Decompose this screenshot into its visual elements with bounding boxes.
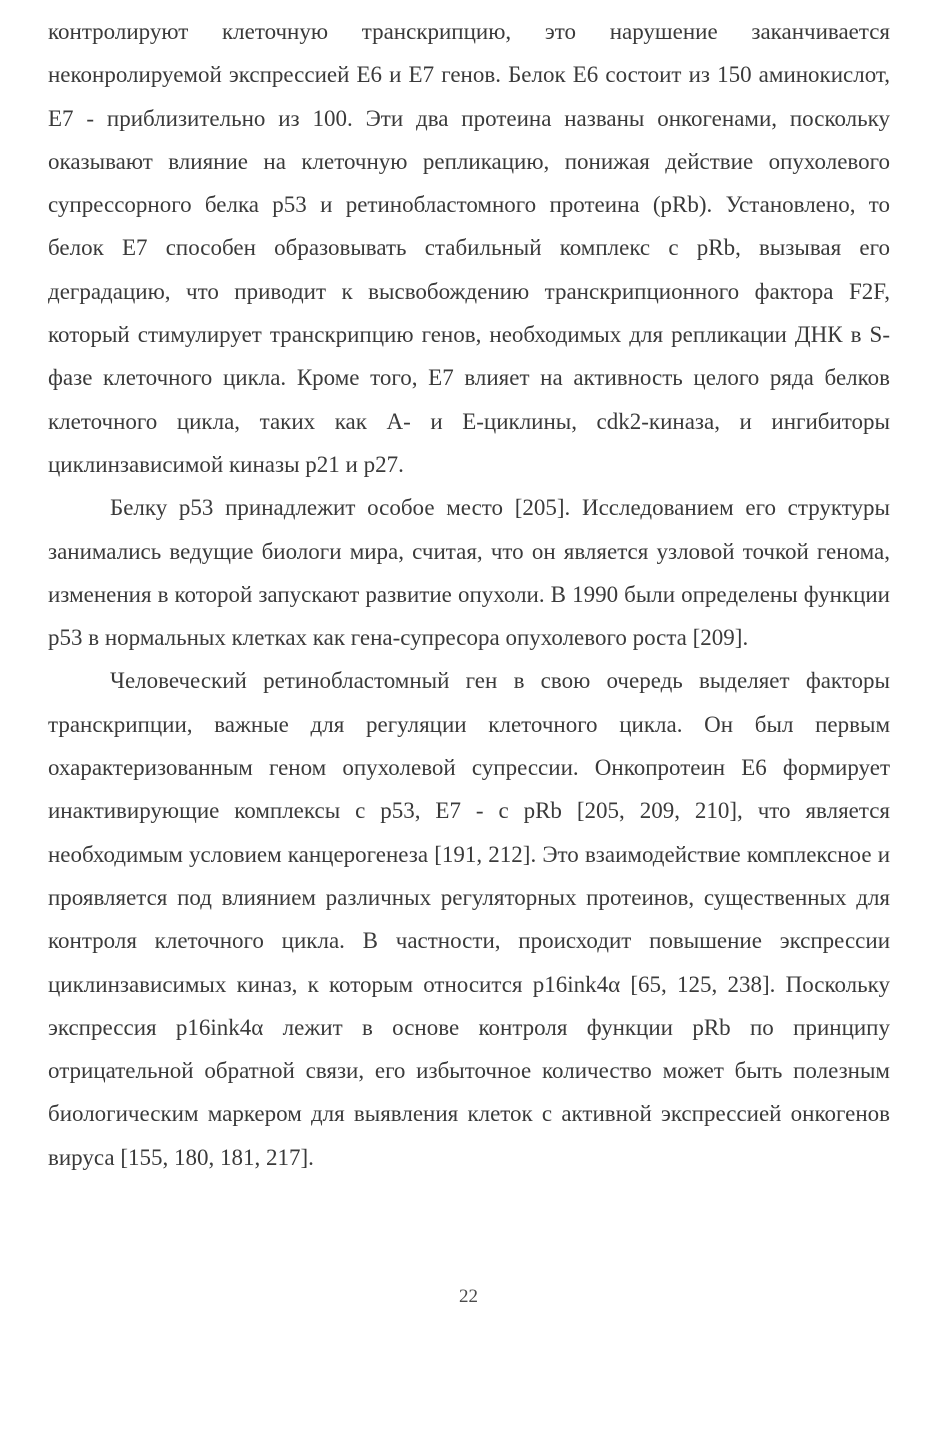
page-body (48, 10, 890, 1179)
paragraph-retinoblastoma: Человеческий ретинобластомный ген в свою очередь выделяет факторы транскрипции, важные для регуляции клеточного цикла. Он был первым охарактеризованным геном опухолевой супрессии. Онкопротеин Е6 формирует инактивирующие комплексы с р53, Е7 - с pRb [205, 209, 210], что является необходимым условием канцерогенеза [191, 212]. Это взаимодействие комплексное и проявляется под влиянием различных регуляторных протеинов, существенных для контроля клеточного цикла. В частности, происходит повышение экспрессии циклинзависимых киназ, к которым относится p16ink4α [65, 125, 238]. Поскольку экспрессия p16ink4α лежит в основе контроля функции pRb по принципу отрицательной обратной связи, его избыточное количество может быть полезным биологическим маркером для выявления клеток с активной экспрессией онкогенов вируса [155, 180, 181, 217]. (48, 668, 890, 1170)
paragraph-continuation: контролируют клеточную транскрипцию, это нарушение заканчивается неконролируемой экспрессией Е6 и Е7 генов. Белок Е6 состоит из 150 аминокислот, Е7 - приблизительно из 100. Эти два протеина названы онкогенами, поскольку оказывают влияние на клеточную репликацию, понижая действие опухолевого супрессорного белка р53 и ретинобластомного протеина (pRb). Установлено, то белок Е7 способен образовывать стабильный комплекс с pRb, вызывая его деградацию, что приводит к высвобождению транскрипционного фактора F2F, который стимулирует транскрипцию генов, необходимых для репликации ДНК в S-фазе клеточного цикла. Кроме того, Е7 влияет на активность целого ряда белков клеточного цикла, таких как А- и Е-циклины, cdk2-киназа, и ингибиторы циклинзависимой киназы p21 и p27. (48, 19, 890, 477)
page-number: 22 (459, 1286, 478, 1307)
paragraph-p53: Белку р53 принадлежит особое место [205]. Исследованием его структуры занимались ведущие биологи мира, считая, что он является узловой точкой генома, изменения в которой запускают развитие опухоли. В 1990 были определены функции р53 в нормальных клетках как гена-супресора опухолевого роста [209]. (48, 495, 890, 651)
